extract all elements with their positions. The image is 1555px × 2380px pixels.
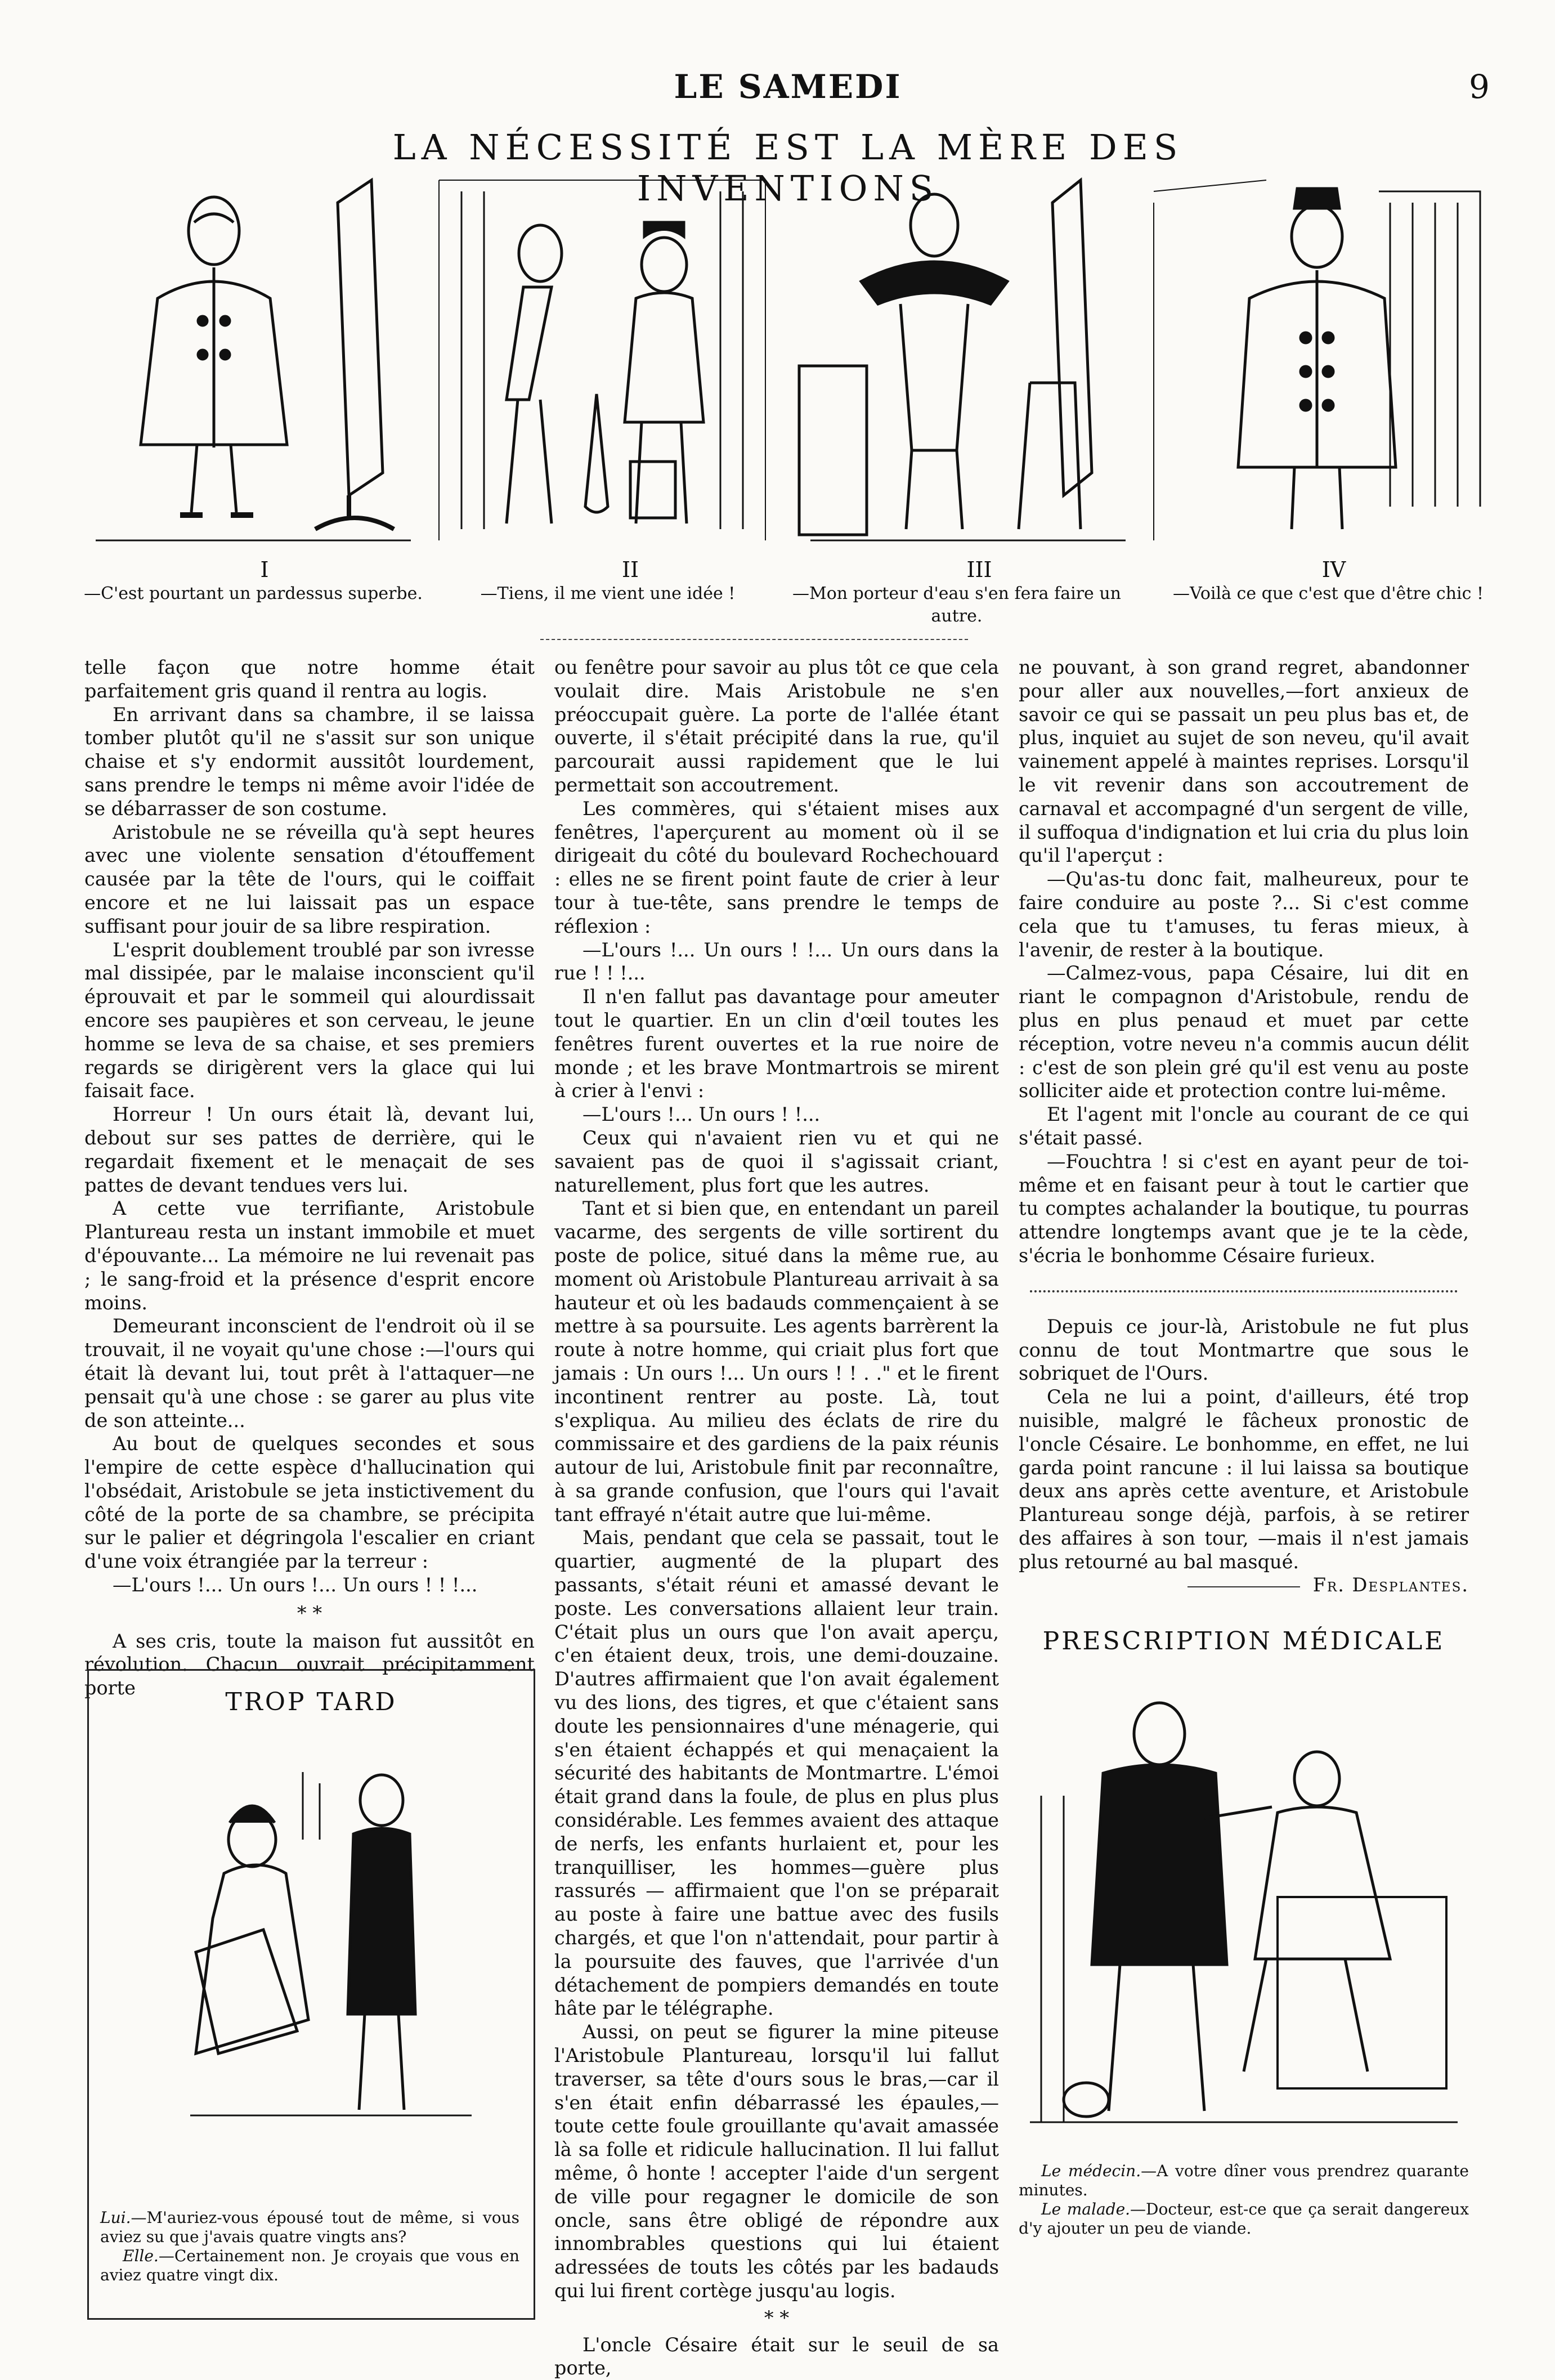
panel-2-numeral: II bbox=[621, 557, 639, 582]
col1-paragraph: A ses cris, toute la maison fut aussitôt en révolution. Chacun ouvrait précipitamment porte bbox=[84, 1630, 535, 1699]
prescription-title: PRESCRIPTION MÉDICALE bbox=[1042, 1627, 1445, 1656]
panel-4-numeral: IV bbox=[1321, 557, 1346, 582]
col2-paragraph: Ceux qui n'avaient rien vu et qui ne savaient pas de quoi il s'agissait criant, naturellement, plus fort que les autres. bbox=[554, 1126, 999, 1196]
column-2 bbox=[554, 656, 999, 2380]
page-number: 9 bbox=[1469, 68, 1490, 106]
col1-paragraph: —L'ours !... Un ours !... Un ours ! ! !... bbox=[113, 1574, 478, 1596]
column-1 bbox=[84, 656, 535, 1700]
malade-label: Le malade. bbox=[1041, 2200, 1131, 2218]
medecin-text: —A votre dîner vous prendrez quarante minutes. bbox=[1019, 2162, 1469, 2199]
col3-paragraph: ne pouvant, à son grand regret, abandonner pour aller aux nouvelles,—fort anxieux de savoir ce qui se passait un peu plus bas et, de plus, inquiet au sujet de son neveu, qu'il avait vainement appelé à maintes reprises. Lorsqu'il le vit revenir dans son accoutrement de carnaval et accompagné d'un sergent de ville, il suffoqua d'indignation et lui cria du plus loin qu'il l'aperçut : bbox=[1019, 656, 1469, 867]
elle-label: Elle. bbox=[123, 2247, 159, 2265]
trop-tard-illustration bbox=[190, 1738, 472, 2132]
comic-panel-4-illustration bbox=[1142, 169, 1491, 552]
panel-3-numeral: III bbox=[966, 557, 992, 582]
lui-text: —M'auriez-vous épousé tout de même, si vous aviez su que j'avais quatre vingts ans? bbox=[100, 2208, 519, 2246]
section-break-asterism: * * bbox=[297, 1601, 322, 1624]
col3-paragraph: —Calmez-vous, papa Césaire, lui dit en riant le compagnon d'Aristobule, rendu de plus en plus penaud et muet par cette réception, votre neveu n'a commis aucun délit : c'est de son plein gré qu'il est venu au poste solliciter aide et protection contre lui-même. bbox=[1019, 962, 1469, 1102]
medecin-label: Le médecin. bbox=[1041, 2162, 1141, 2180]
short-divider bbox=[1187, 1586, 1300, 1587]
panel-1-caption: —C'est pourtant un pardessus superbe. bbox=[84, 584, 423, 603]
col1-paragraph: Demeurant inconscient de l'endroit où il se trouvait, il ne voyait qu'une chose :—l'ours qui était là devant lui, tout prêt à l'attaquer—ne pensait qu'à une chose : se garer au plus vite de son atteinte... bbox=[84, 1315, 535, 1431]
col2-paragraph: Tant et si bien que, en entendant un pareil vacarme, des sergents de ville sortirent du poste de police, situé dans la même rue, au moment où Aristobule Plantureau arrivait à sa hauteur et où les badauds commençaient à se mettre à sa poursuite. Les agents barrèrent la route à notre homme, qui criait plus fort que jamais : Un ours !... Un ours ! ! . ." et le firent incontinent rentrer au poste. Là, tout s'expliqua. Au milieu des éclats de rire du commissaire et des gardiens de la paix réunis autour de lui, Aristobule finit par reconnaître, à sa grande confusion, que l'ours qui l'avait tant effrayé n'était autre que lui-même. bbox=[554, 1197, 999, 1525]
col3-paragraph: Et l'agent mit l'oncle au courant de ce qui s'était passé. bbox=[1019, 1103, 1469, 1149]
col2-paragraph: Il n'en fallut pas davantage pour ameuter tout le quartier. En un clin d'œil toutes les fenêtres furent ouvertes et la rue noire de monde ; et les brave Montmartrois se mirent à crier à l'envi : bbox=[554, 986, 999, 1102]
comic-strip-title: LA NÉCESSITÉ EST LA MÈRE DES INVENTIONS bbox=[392, 127, 1184, 209]
col1-paragraph: L'esprit doublement troublé par son ivresse mal dissipée, par le malaise inconscient qu'il éprouvait et par le sommeil qui alourdissait encore ses paupières et son cerveau, le jeune homme se leva de sa chaise, et ses premiers regards se dirigèrent vers la glace qui lui faisait face. bbox=[84, 938, 535, 1102]
prescription-illustration bbox=[1030, 1683, 1458, 2133]
col2-paragraph: ou fenêtre pour savoir au plus tôt ce que cela voulait dire. Mais Aristobule ne s'en préoccupait guère. La porte de l'allée étant ouverte, il s'était précipité dans la rue, qu'il parcourait aussi rapidement que le lui permettait son accoutrement. bbox=[554, 656, 999, 796]
dotted-separator bbox=[1030, 1290, 1458, 1292]
col3-paragraph: —Qu'as-tu donc fait, malheureux, pour te faire conduire au poste ?... Si c'est comme cela que tu t'amuses, tu feras mieux, à l'avenir, de rester à la boutique. bbox=[1019, 868, 1469, 961]
strip-divider bbox=[540, 639, 968, 640]
lui-label: Lui. bbox=[100, 2208, 131, 2227]
trop-tard-title: TROP TARD bbox=[225, 1688, 397, 1716]
section-break-asterism: * * bbox=[764, 2306, 790, 2329]
column-3 bbox=[1019, 656, 1469, 1597]
col3-paragraph: Cela ne lui a point, d'ailleurs, été trop nuisible, malgré le fâcheux pronostic de l'oncle Césaire. Le bonhomme, en effet, ne lui garda point rancune : il lui laissa sa boutique deux ans après cette aventure, et Aristobule Plantureau songe déjà, parfois, à se retirer des affaires à son tour, —mais il n'est jamais plus retourné au bal masqué. bbox=[1019, 1386, 1469, 1573]
col3-paragraph: Depuis ce jour-là, Aristobule ne fut plus connu de tout Montmartre que sous le sobriquet de l'Ours. bbox=[1019, 1315, 1469, 1385]
panel-3-caption: —Mon porteur d'eau s'en fera faire un autre. bbox=[792, 584, 1121, 626]
panel-2-caption: —Tiens, il me vient une idée ! bbox=[480, 584, 736, 603]
col1-paragraph: A cette vue terrifiante, Aristobule Plantureau resta un instant immobile et muet d'épouvante... La mémoire ne lui revenait pas ; le sang-froid et la présence d'esprit encore moins. bbox=[84, 1197, 535, 1314]
panel-4-caption: —Voilà ce que c'est que d'être chic ! bbox=[1172, 584, 1484, 603]
col1-paragraph: En arrivant dans sa chambre, il se laissa tomber plutôt qu'il ne s'assit sur son unique chaise et s'y endormit aussitôt lourdement, sans prendre le temps ni même avoir l'idée de se débarrasser de son costume. bbox=[84, 703, 535, 820]
journal-title: LE SAMEDI bbox=[674, 68, 902, 106]
col2-paragraph: Mais, pendant que cela se passait, tout le quartier, augmenté de la plupart des passants, s'était réuni et amassé devant le poste. Les conversations allaient leur train. C'était plus un ours que l'on avait aperçu, c'en étaient deux, trois, une demi-douzaine. D'autres affirmaient que l'on avait également vu des lions, des tigres, et que c'étaient sans doute les pensionnaires d'une ménagerie, qui s'en étaient échappés et qui menaçaient la sécurité des habitants de Montmartre. L'émoi était grand dans la foule, de plus en plus plus considérable. Les femmes avaient des attaque de nerfs, les enfants hurlaient et, pour les tranquilliser, les hommes—guère plus rassurés — affirmaient que l'on se préparait au poste à faire une battue avec des fusils chargés, et que l'on n'attendait, pour partir à la poursuite des fauves, que l'arrivée d'un détachement de pompiers demandés en toute hâte par le télégraphe. bbox=[554, 1527, 999, 2020]
trop-tard-caption bbox=[100, 2208, 519, 2285]
col2-paragraph: —L'ours !... Un ours ! !... bbox=[582, 1103, 821, 1126]
malade-text: —Docteur, est-ce que ça serait dangereux d'y ajouter un peu de viande. bbox=[1019, 2200, 1469, 2238]
comic-panel-3-illustration bbox=[788, 169, 1137, 552]
panel-1-numeral: I bbox=[260, 557, 269, 582]
col2-paragraph: —L'ours !... Un ours ! !... Un ours dans la rue ! ! !... bbox=[554, 938, 999, 985]
trop-tard-cartoon-box bbox=[87, 1669, 535, 2320]
col1-paragraph: Horreur ! Un ours était là, devant lui, debout sur ses pattes de derrière, qui le regardait fixement et le menaçait de ses pattes de devant tendues vers lui. bbox=[84, 1103, 535, 1196]
col2-paragraph: Les commères, qui s'étaient mises aux fenêtres, l'aperçurent au moment où il se dirigeait du côté du boulevard Rochechouard : elles ne se firent point faute de crier à leur tour à tue-tête, sans prendre le temps de réflexion : bbox=[554, 797, 999, 937]
author-signature: Fr. Desplantes. bbox=[1312, 1574, 1469, 1596]
prescription-caption bbox=[1019, 2162, 1469, 2238]
col2-paragraph: Aussi, on peut se figurer la mine piteuse l'Aristobule Plantureau, lorsqu'il lui fallut traverser, sa tête d'ours sous le bras,—car il s'en était enfin débarrassé les épaules,— toute cette foule grouillante qu'avait amassée là sa folle et ridicule hallucination. Il lui fallut même, ô honte ! accepter l'aide d'un sergent de ville pour regagner le domicile de son oncle, sans être obligé de répondre aux innombrables questions qui lui étaient adressées de touts les côtés par les badauds qui lui firent cortège jusqu'au logis. bbox=[554, 2021, 999, 2302]
col1-paragraph: Au bout de quelques secondes et sous l'empire de cette espèce d'hallucination qui l'obsédait, Aristobule se jeta instictivement du côté de la porte de sa chambre, se précipita sur le palier et dégringola l'escalier en criant d'une voix étrangiée par la terreur : bbox=[84, 1433, 535, 1573]
col2-paragraph: L'oncle Césaire était sur le seuil de sa porte, bbox=[554, 2333, 999, 2379]
comic-panel-2-illustration bbox=[428, 169, 777, 552]
col1-paragraph: Aristobule ne se réveilla qu'à sept heures avec une violente sensation d'étouffement causée par la tête de l'ours, qui le coiffait encore et ne lui laissait pas un espace suffisant pour jouir de sa libre respiration. bbox=[84, 821, 535, 937]
col3-paragraph: —Fouchtra ! si c'est en ayant peur de toi-même et en faisant peur à tout le cartier que tu comptes achalander la boutique, tu pourras attendre longtemps avant que je te la cède, s'écria le bonhomme Césaire furieux. bbox=[1019, 1150, 1469, 1267]
elle-text: —Certainement non. Je croyais que vous en aviez quatre vingt dix. bbox=[100, 2247, 519, 2284]
comic-panel-1-illustration bbox=[73, 169, 422, 552]
col1-paragraph: telle façon que notre homme était parfaitement gris quand il rentra au logis. bbox=[84, 656, 535, 702]
